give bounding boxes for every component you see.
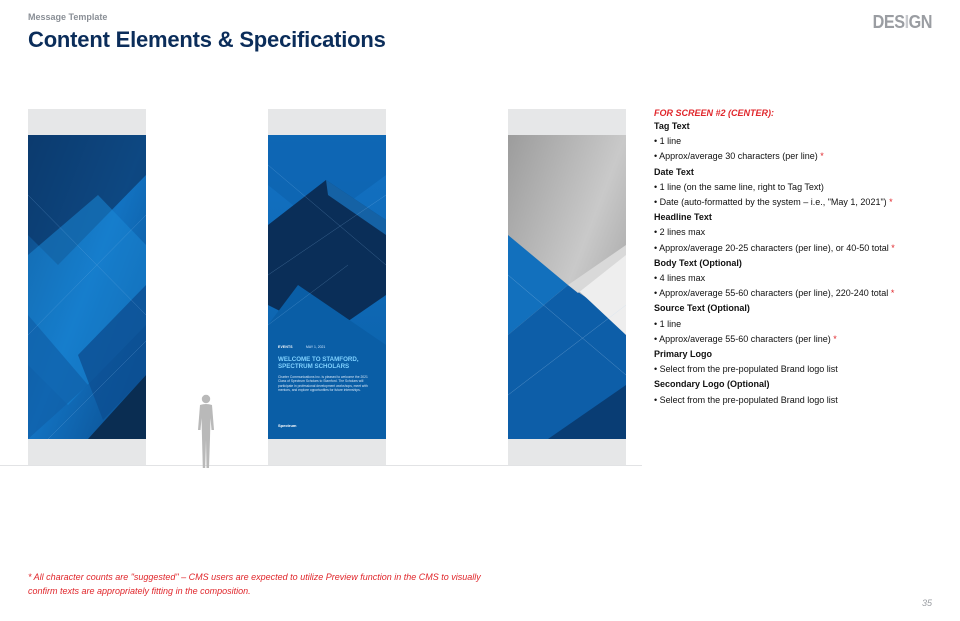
design-logo bbox=[873, 12, 932, 33]
floor-line bbox=[0, 465, 642, 466]
page-number: 35 bbox=[921, 598, 932, 608]
spec-item bbox=[654, 286, 944, 301]
spec-item-text: • 1 line (on the same line, right to Tag Text) bbox=[654, 181, 824, 192]
spec-item-text: • 4 lines max bbox=[654, 273, 706, 284]
required-asterisk: * bbox=[891, 242, 895, 253]
spec-section-title: Source Text (Optional) bbox=[654, 303, 750, 314]
spec-item bbox=[654, 271, 944, 286]
specs-header: FOR SCREEN #2 (CENTER): bbox=[654, 108, 775, 118]
required-asterisk: * bbox=[889, 197, 893, 208]
spec-item-text: • Approx/average 20-25 characters (per line), or 40-50 total bbox=[654, 242, 889, 253]
spec-item bbox=[654, 134, 944, 149]
spec-section-title: Headline Text bbox=[654, 212, 712, 223]
spec-section-title: Date Text bbox=[654, 166, 694, 177]
screen-headline-line1: WELCOME TO STAMFORD, bbox=[278, 356, 359, 363]
spec-item-text: • Select from the pre-populated Brand logo list bbox=[654, 364, 838, 375]
screen-panel-center bbox=[268, 109, 386, 465]
spec-item-text: • Date (auto-formatted by the system – i.e., "May 1, 2021") bbox=[654, 197, 887, 208]
spec-item bbox=[654, 180, 944, 195]
required-asterisk: * bbox=[890, 288, 895, 299]
spec-item-text: • 1 line bbox=[654, 136, 682, 147]
screen-center-artwork bbox=[268, 135, 386, 439]
page-title: Content Elements & Specifications bbox=[28, 27, 386, 52]
specifications-list bbox=[654, 108, 944, 408]
screen-headline bbox=[278, 356, 378, 371]
brand-text-left: DES bbox=[872, 12, 905, 32]
spec-item-text: • Approx/average 30 characters (per line) bbox=[654, 151, 818, 162]
spec-item bbox=[654, 317, 944, 332]
footnote-line2: confirm texts are appropriately fitting in the composition. bbox=[28, 585, 251, 596]
spec-section-title: Body Text (Optional) bbox=[654, 257, 742, 268]
screen-headline-line2: SPECTRUM SCHOLARS bbox=[278, 363, 350, 371]
brand-text-bar: I bbox=[904, 12, 909, 32]
spec-item bbox=[654, 362, 944, 377]
screen-right-artwork bbox=[508, 135, 626, 439]
screen-panel-left bbox=[28, 109, 146, 465]
spec-item-text: • 1 line bbox=[654, 318, 682, 329]
screen-date-text: MAY 1, 2021 bbox=[306, 345, 326, 349]
spec-section-title: Primary Logo bbox=[654, 349, 713, 360]
spec-item bbox=[654, 332, 944, 347]
screen-logo: Spectrum bbox=[278, 423, 297, 428]
screen-body-text: Charter Communications Inc. is pleased to welcome the 2021 Class of Spectrum Scholars to Stamford. The Scholars will participate in professional development workshops, meet with mentors, and explore opportunities for future internships. bbox=[278, 375, 368, 393]
required-asterisk: * bbox=[833, 333, 837, 344]
spec-item-text: • 2 lines max bbox=[654, 227, 706, 238]
spec-item-text: • Approx/average 55-60 characters (per line), 220-240 total bbox=[654, 288, 889, 299]
spec-item bbox=[654, 195, 944, 210]
spec-item bbox=[654, 225, 944, 240]
spec-item-text: • Select from the pre-populated Brand logo list bbox=[654, 394, 838, 405]
eyebrow-label: Message Template bbox=[28, 12, 108, 22]
spec-item bbox=[654, 149, 944, 164]
spec-item bbox=[654, 393, 944, 408]
footnote-line1: * All character counts are "suggested" – CMS users are expected to utilize Preview function in the CMS to visually bbox=[28, 572, 481, 582]
person-silhouette-icon bbox=[195, 394, 217, 470]
footnote bbox=[28, 571, 481, 598]
screen-tag-text: EVENTS bbox=[278, 345, 293, 349]
spec-section-title: Secondary Logo (Optional) bbox=[654, 379, 770, 390]
screen-left-artwork bbox=[28, 135, 146, 439]
spec-item bbox=[654, 241, 944, 256]
required-asterisk: * bbox=[820, 151, 824, 162]
screen-panel-right bbox=[508, 109, 626, 465]
spec-section-title: Tag Text bbox=[654, 121, 690, 131]
spec-item-text: • Approx/average 55-60 characters (per line) bbox=[654, 333, 831, 344]
brand-text-right: GN bbox=[908, 12, 932, 32]
